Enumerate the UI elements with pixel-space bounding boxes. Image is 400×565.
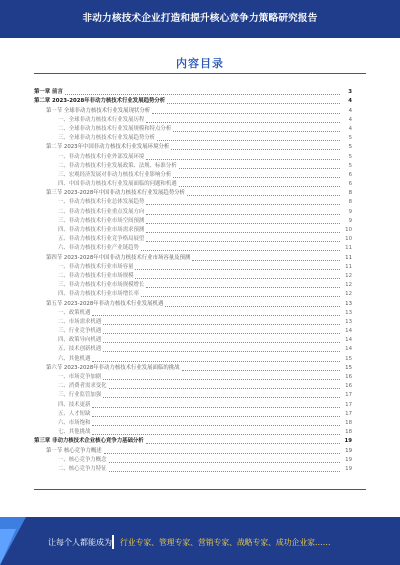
toc-dot-leader	[146, 232, 340, 233]
toc-entry[interactable]	[34, 364, 352, 373]
toc-entry-title: 四、技术更新	[58, 401, 91, 408]
toc-entry-title: 六、非动力核技术行业产业链趋势	[58, 245, 139, 252]
toc-page-number: 14	[345, 346, 352, 353]
footer-slogan: 让每个人都能成为	[48, 538, 112, 547]
toc-dot-leader	[135, 269, 340, 270]
toc-page-number: 16	[345, 383, 352, 390]
footer-separator	[112, 535, 114, 549]
toc-entry[interactable]	[34, 226, 352, 235]
toc-entry[interactable]	[34, 244, 352, 253]
toc-entry-title: 六、其他机遇	[58, 355, 91, 362]
toc-page-number: 5	[348, 144, 352, 151]
toc-dot-leader	[165, 306, 340, 307]
toc-top-divider	[34, 73, 366, 74]
toc-page-number: 15	[345, 364, 352, 371]
footer-roles: 行业专家、管理专家、营销专家、战略专家、成功企业家……	[120, 538, 331, 547]
toc-page-number: 19	[345, 465, 352, 472]
toc-dot-leader	[179, 186, 340, 187]
toc-entry-title: 四、非动力核技术行业市场需求预测	[58, 227, 145, 233]
toc-entry-title: 二、市场需求机遇	[58, 318, 102, 325]
toc-page-number: 10	[345, 236, 352, 243]
toc-page-number: 3	[348, 89, 352, 96]
toc-dot-leader	[92, 434, 340, 435]
toc-dot-leader	[157, 140, 340, 141]
toc-entry-title: 二、消费者需求变化	[58, 383, 107, 390]
toc-entry[interactable]	[34, 97, 352, 106]
toc-dot-leader	[103, 342, 340, 343]
toc-entry-title: 七、其他挑战	[58, 429, 91, 436]
toc-entry[interactable]	[34, 125, 352, 134]
toc-entry-title: 一、政策机遇	[58, 309, 91, 316]
toc-entry[interactable]	[34, 272, 352, 281]
toc-page-number: 8	[348, 190, 352, 197]
table-of-contents	[34, 88, 352, 474]
toc-entry[interactable]	[34, 217, 352, 226]
toc-entry-title: 三、行业监管加强	[58, 392, 102, 399]
toc-dot-leader	[152, 113, 340, 114]
toc-entry[interactable]	[34, 134, 352, 143]
toc-entry[interactable]	[34, 456, 352, 465]
toc-page-number: 6	[348, 171, 352, 178]
toc-entry[interactable]	[34, 327, 352, 336]
report-header-banner	[0, 0, 400, 38]
toc-entry-title: 第一节 全球非动力核技术行业发展现状分析	[46, 107, 151, 114]
toc-page-number: 5	[348, 153, 352, 160]
toc-entry[interactable]	[34, 152, 352, 161]
toc-entry[interactable]	[34, 263, 352, 272]
toc-entry[interactable]	[34, 143, 352, 152]
toc-dot-leader	[65, 94, 340, 95]
toc-entry-title: 五、技术创新机遇	[58, 346, 102, 353]
toc-dot-leader	[167, 103, 340, 104]
toc-heading: 内容目录	[176, 57, 224, 70]
toc-page-number: 14	[345, 328, 352, 335]
toc-dot-leader	[173, 131, 340, 132]
toc-entry[interactable]	[34, 382, 352, 391]
toc-entry-title: 三、行业竞争机遇	[58, 328, 102, 335]
toc-entry-title: 第一节 核心竞争力概述	[46, 447, 102, 454]
toc-entry[interactable]	[34, 290, 352, 299]
toc-dot-leader	[141, 250, 340, 251]
toc-page-number: 18	[345, 419, 352, 426]
toc-entry-title: 六、市场饱和	[58, 419, 91, 426]
toc-entry-title: 二、非动力核技术行业发展政策、法规、标准分析	[58, 162, 177, 169]
toc-page-number: 15	[345, 355, 352, 362]
toc-entry-title: 四、中国非动力核技术行业发展面临的问题和机遇	[58, 181, 177, 188]
toc-bottom-divider	[34, 489, 366, 490]
toc-entry[interactable]	[34, 253, 352, 262]
toc-entry[interactable]	[34, 391, 352, 400]
toc-entry-title: 一、全球非动力核技术行业发展历程	[58, 116, 145, 123]
toc-dot-leader	[109, 462, 340, 463]
toc-entry-title: 二、非动力核技术行业市场规模	[58, 272, 134, 279]
toc-page-number: 9	[348, 217, 352, 224]
toc-page-number: 19	[345, 456, 352, 463]
toc-dot-leader	[187, 195, 340, 196]
toc-page-number: 4	[348, 107, 352, 114]
toc-dot-leader	[92, 416, 340, 417]
toc-entry[interactable]	[34, 180, 352, 189]
toc-dot-leader	[146, 159, 340, 160]
toc-dot-leader	[146, 241, 340, 242]
toc-dot-leader	[92, 315, 340, 316]
toc-dot-leader	[103, 333, 340, 334]
toc-dot-leader	[179, 168, 340, 169]
toc-dot-leader	[103, 324, 340, 325]
toc-entry[interactable]	[34, 106, 352, 115]
toc-page-number: 9	[348, 208, 352, 215]
footer-decoration-accent	[0, 529, 16, 565]
toc-entry-title: 一、核心竞争力概念	[58, 456, 107, 463]
report-title: 非动力核技术企业打造和提升核心竞争力策略研究报告	[82, 13, 318, 24]
toc-page-number: 13	[345, 318, 352, 325]
toc-entry[interactable]	[34, 373, 352, 382]
toc-dot-leader	[146, 223, 340, 224]
toc-entry[interactable]	[34, 446, 352, 455]
toc-entry[interactable]	[34, 419, 352, 428]
toc-entry-title: 一、非动力核技术行业外部发展环境	[58, 153, 145, 160]
toc-dot-leader	[141, 296, 340, 297]
toc-entry[interactable]	[34, 235, 352, 244]
toc-page-number: 5	[348, 162, 352, 169]
toc-dot-leader	[104, 453, 340, 454]
toc-entry[interactable]	[34, 198, 352, 207]
toc-page-number: 11	[345, 263, 352, 270]
toc-entry-title: 第三节 2023-2028年中国非动力核技术行业发展趋势分析	[46, 190, 185, 197]
toc-entry[interactable]	[34, 437, 352, 446]
toc-entry-title: 第六节 2023-2028年非动力核技术行业发展面临的挑战	[46, 364, 180, 371]
toc-entry-title: 第一章 前言	[34, 89, 63, 96]
toc-entry-title: 三、非动力核技术行业市场规模增长	[58, 282, 145, 289]
toc-entry-title: 二、非动力核技术行业重点发展方向	[58, 208, 145, 215]
toc-entry-title: 第四节 2023-2028年中国非动力核技术行业市场容量及预测	[46, 254, 191, 261]
toc-dot-leader	[103, 379, 340, 380]
toc-dot-leader	[146, 287, 340, 288]
toc-entry-title: 三、非动力核技术行业市场空间预测	[58, 217, 145, 224]
toc-entry-title: 一、市场竞争加剧	[58, 374, 102, 380]
footer-banner	[0, 517, 400, 565]
toc-dot-leader	[92, 361, 340, 362]
toc-page-number: 4	[348, 98, 352, 105]
toc-entry[interactable]	[34, 400, 352, 409]
toc-dot-leader	[103, 397, 340, 398]
toc-dot-leader	[182, 370, 340, 371]
toc-page-number: 10	[345, 227, 352, 233]
toc-entry-title: 五、人才短缺	[58, 410, 91, 417]
toc-dot-leader	[146, 204, 340, 205]
toc-entry[interactable]	[34, 207, 352, 216]
toc-page-number: 19	[345, 447, 352, 454]
toc-dot-leader	[146, 122, 340, 123]
toc-entry-title: 四、政策导向机遇	[58, 337, 102, 344]
toc-dot-leader	[146, 443, 340, 444]
toc-page-number: 5	[348, 135, 352, 142]
toc-page-number: 6	[348, 181, 352, 188]
toc-dot-leader	[109, 388, 340, 389]
toc-entry[interactable]	[34, 309, 352, 318]
toc-entry[interactable]	[34, 116, 352, 125]
toc-entry-title: 一、非动力核技术行业市场容量	[58, 263, 134, 270]
toc-entry-title: 三、宏观经济发展对非动力核技术行业影响分析	[58, 171, 172, 178]
toc-entry[interactable]	[34, 465, 352, 474]
toc-entry-title: 第二节 2023年中国非动力核技术行业发展环境分析	[46, 144, 170, 151]
toc-dot-leader	[146, 214, 340, 215]
toc-page-number: 17	[345, 410, 352, 417]
toc-entry-title: 第三章 非动力核技术企业核心竞争力基础分析	[34, 438, 144, 445]
toc-entry[interactable]	[34, 410, 352, 419]
toc-page-number: 4	[348, 125, 352, 132]
toc-page-number: 12	[345, 291, 352, 298]
toc-entry[interactable]	[34, 88, 352, 97]
toc-page-number: 17	[345, 392, 352, 399]
toc-page-number: 13	[345, 300, 352, 307]
toc-page-number: 11	[345, 254, 352, 261]
toc-entry[interactable]	[34, 162, 352, 171]
toc-dot-leader	[103, 351, 340, 352]
toc-page-number: 17	[345, 401, 352, 408]
toc-dot-leader	[192, 260, 340, 261]
toc-entry[interactable]	[34, 318, 352, 327]
toc-entry[interactable]	[34, 281, 352, 290]
toc-page-number: 12	[345, 282, 352, 289]
toc-entry[interactable]	[34, 336, 352, 345]
toc-entry-title: 五、非动力核技术行业竞争格局展望	[58, 236, 145, 243]
toc-entry-title: 一、非动力核技术行业总体发展趋势	[58, 199, 145, 206]
toc-entry-title: 第二章 2023-2028年非动力核技术行业发展趋势分析	[34, 98, 166, 105]
toc-entry-title: 二、核心竞争力特征	[58, 465, 107, 472]
toc-entry[interactable]	[34, 345, 352, 354]
toc-entry-title: 四、非动力核技术行业市场增长率	[58, 291, 139, 298]
toc-entry[interactable]	[34, 354, 352, 363]
toc-entry-title: 二、全球非动力核技术行业发展规模和特点分析	[58, 125, 172, 132]
toc-dot-leader	[92, 425, 340, 426]
toc-entry[interactable]	[34, 189, 352, 198]
toc-entry-title: 三、全球非动力核技术行业发展趋势分析	[58, 135, 156, 142]
toc-dot-leader	[109, 471, 340, 472]
toc-dot-leader	[135, 278, 340, 279]
toc-page-number: 18	[345, 429, 352, 436]
toc-entry[interactable]	[34, 299, 352, 308]
toc-entry-title: 第五节 2023-2028年非动力核技术行业发展机遇	[46, 300, 164, 307]
toc-page-number: 13	[345, 309, 352, 316]
toc-entry[interactable]	[34, 171, 352, 180]
toc-entry[interactable]	[34, 428, 352, 437]
toc-dot-leader	[173, 177, 340, 178]
toc-page-number: 16	[345, 374, 352, 380]
toc-dot-leader	[171, 149, 340, 150]
toc-page-number: 14	[345, 337, 352, 344]
toc-page-number: 19	[344, 438, 352, 445]
toc-page-number: 8	[348, 199, 352, 206]
toc-dot-leader	[92, 407, 340, 408]
toc-page-number: 12	[345, 272, 352, 279]
toc-page-number: 11	[345, 245, 352, 252]
toc-page-number: 4	[348, 116, 352, 123]
